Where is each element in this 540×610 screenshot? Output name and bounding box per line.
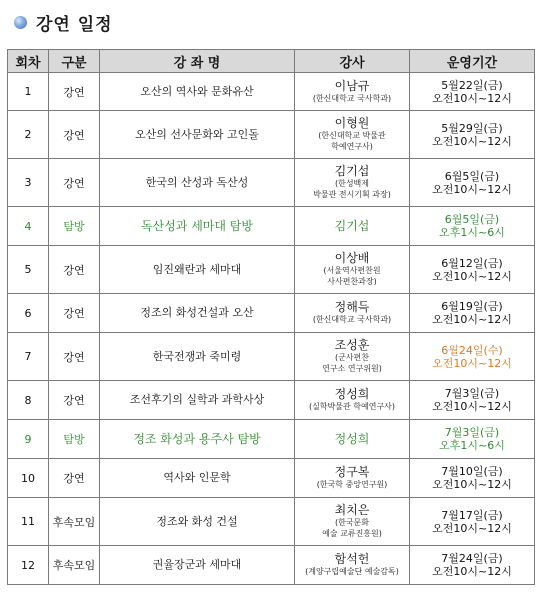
table-row <box>8 246 535 294</box>
schedule-cell <box>410 111 535 159</box>
schedule-cell <box>410 159 535 207</box>
session-number: 1 <box>8 73 49 111</box>
session-date: 5월22일(금) <box>441 78 503 92</box>
page-title: 강연 일정 <box>36 14 113 35</box>
session-date: 6월5일(금) <box>444 213 500 226</box>
session-type: 강연 <box>49 381 100 420</box>
instructor-cell <box>295 333 410 381</box>
course-name: 임진왜란과 세마대 <box>100 246 295 294</box>
instructor-affiliation: (서울역사편찬원 <box>323 266 381 275</box>
instructor-affiliation: (한신대학교 국사학과) <box>312 315 392 324</box>
session-number: 9 <box>8 420 49 459</box>
session-type: 강연 <box>49 459 100 498</box>
session-number: 7 <box>8 333 49 381</box>
course-name: 역사와 인문학 <box>100 459 295 498</box>
session-date: 7월24일(금) <box>441 552 503 565</box>
instructor-affiliation: (군사편찬 <box>334 353 370 362</box>
instructor-cell <box>295 111 410 159</box>
header-row <box>8 50 535 73</box>
session-type: 강연 <box>49 294 100 333</box>
session-time: 오전10시~12시 <box>432 356 512 370</box>
bullet-icon <box>14 16 27 29</box>
schedule-cell <box>410 381 535 420</box>
instructor-affiliation: 박물관 전시기획 과장) <box>313 190 391 199</box>
course-name: 독산성과 세마대 탐방 <box>100 207 295 246</box>
table-row <box>8 546 535 585</box>
course-name: 권율장군과 세마대 <box>100 546 295 585</box>
instructor-name: 정구복 <box>334 465 370 479</box>
session-type: 후속모임 <box>49 498 100 546</box>
instructor-name: 조성훈 <box>334 338 370 352</box>
course-name: 정조와 화성 건설 <box>100 498 295 546</box>
session-date: 7월3일(금) <box>444 426 500 439</box>
session-number: 4 <box>8 207 49 246</box>
instructor-affiliation: (한신대학교 국사학과) <box>312 93 392 103</box>
instructor-affiliation: (한신대학교 박물관 <box>318 131 386 140</box>
session-type: 후속모임 <box>49 546 100 585</box>
session-number: 12 <box>8 546 49 585</box>
instructor-affiliation: (실학박물관 학예연구사) <box>308 402 396 411</box>
session-time: 오전10시~12시 <box>432 182 512 196</box>
course-name: 한국의 산성과 독산성 <box>100 159 295 207</box>
header-period: 운영기간 <box>410 50 535 73</box>
header-no: 회차 <box>8 50 49 73</box>
session-number: 2 <box>8 111 49 159</box>
header-instructor: 강사 <box>295 50 410 73</box>
instructor-affiliation: (계양구립예술단 예술감독) <box>305 567 399 576</box>
schedule-cell <box>410 294 535 333</box>
instructor-affiliation: 예술 교류진흥원) <box>322 529 382 538</box>
table-row <box>8 207 535 246</box>
instructor-cell <box>295 73 410 111</box>
schedule-cell <box>410 420 535 459</box>
instructor-affiliation: (한국학 중앙연구원) <box>316 480 388 489</box>
instructor-cell <box>295 420 410 459</box>
table-row <box>8 159 535 207</box>
instructor-name: 함석헌 <box>334 552 370 566</box>
instructor-affiliation: (한성백제 <box>334 179 370 188</box>
instructor-cell <box>295 246 410 294</box>
instructor-cell <box>295 381 410 420</box>
session-number: 3 <box>8 159 49 207</box>
session-time: 오전10시~12시 <box>432 478 512 491</box>
session-number: 10 <box>8 459 49 498</box>
instructor-name: 이상배 <box>334 251 370 265</box>
schedule-table <box>7 49 535 585</box>
session-type: 강연 <box>49 333 100 381</box>
instructor-name: 김기섭 <box>334 218 370 233</box>
table-row <box>8 111 535 159</box>
instructor-cell <box>295 159 410 207</box>
session-time: 오전10시~12시 <box>432 400 512 413</box>
instructor-cell <box>295 207 410 246</box>
session-number: 8 <box>8 381 49 420</box>
schedule-cell <box>410 207 535 246</box>
schedule-cell <box>410 333 535 381</box>
session-date: 7월10일(금) <box>441 465 503 478</box>
instructor-name: 최치은 <box>334 503 370 517</box>
schedule-cell <box>410 459 535 498</box>
session-time: 오전10시~12시 <box>432 134 512 148</box>
schedule-cell <box>410 498 535 546</box>
session-date: 6월12일(금) <box>441 256 503 270</box>
table-row <box>8 381 535 420</box>
session-time: 오전10시~12시 <box>432 521 512 535</box>
instructor-affiliation: (한국문화 <box>334 518 370 527</box>
table-row <box>8 459 535 498</box>
instructor-affiliation: 사사편찬과장) <box>327 277 377 286</box>
course-name: 조선후기의 실학과 과학사상 <box>100 381 295 420</box>
instructor-affiliation: 연구소 연구위원) <box>322 364 382 373</box>
session-date: 7월3일(금) <box>444 387 500 400</box>
session-date: 6월24일(수) <box>441 343 503 357</box>
session-number: 11 <box>8 498 49 546</box>
course-name: 정조 화성과 용주사 탐방 <box>100 420 295 459</box>
table-row <box>8 294 535 333</box>
session-type: 강연 <box>49 159 100 207</box>
instructor-cell <box>295 498 410 546</box>
session-time: 오후1시~6시 <box>439 439 505 452</box>
instructor-affiliation: 학예연구사) <box>331 142 373 151</box>
table-row <box>8 420 535 459</box>
session-date: 6월19일(금) <box>441 300 503 313</box>
session-time: 오전10시~12시 <box>432 565 512 578</box>
course-name: 정조의 화성건설과 오산 <box>100 294 295 333</box>
session-type: 탐방 <box>49 420 100 459</box>
session-time: 오전10시~12시 <box>432 269 512 283</box>
header-course: 강 좌 명 <box>100 50 295 73</box>
instructor-name: 김기섭 <box>334 164 370 178</box>
course-name: 한국전쟁과 죽미령 <box>100 333 295 381</box>
table-row <box>8 333 535 381</box>
instructor-cell <box>295 459 410 498</box>
session-date: 7월17일(금) <box>441 508 503 522</box>
instructor-name: 정성희 <box>334 387 370 401</box>
course-name: 오산의 역사와 문화유산 <box>100 73 295 111</box>
session-number: 5 <box>8 246 49 294</box>
session-number: 6 <box>8 294 49 333</box>
instructor-name: 이형원 <box>334 116 370 130</box>
session-type: 강연 <box>49 73 100 111</box>
schedule-cell <box>410 73 535 111</box>
instructor-cell <box>295 294 410 333</box>
instructor-name: 정해득 <box>334 300 370 314</box>
session-time: 오전10시~12시 <box>432 313 512 326</box>
session-time: 오전10시~12시 <box>432 91 512 105</box>
session-type: 강연 <box>49 111 100 159</box>
schedule-cell <box>410 546 535 585</box>
instructor-cell <box>295 546 410 585</box>
instructor-name: 이남규 <box>334 78 370 93</box>
session-time: 오후1시~6시 <box>439 226 505 239</box>
title-bar <box>14 8 113 36</box>
instructor-name: 정성희 <box>334 431 370 446</box>
table-row <box>8 498 535 546</box>
schedule-cell <box>410 246 535 294</box>
course-name: 오산의 선사문화와 고인돌 <box>100 111 295 159</box>
session-date: 5월29일(금) <box>441 121 503 135</box>
header-type: 구분 <box>49 50 100 73</box>
session-type: 탐방 <box>49 207 100 246</box>
table-row <box>8 73 535 111</box>
session-type: 강연 <box>49 246 100 294</box>
session-date: 6월5일(금) <box>444 169 500 183</box>
